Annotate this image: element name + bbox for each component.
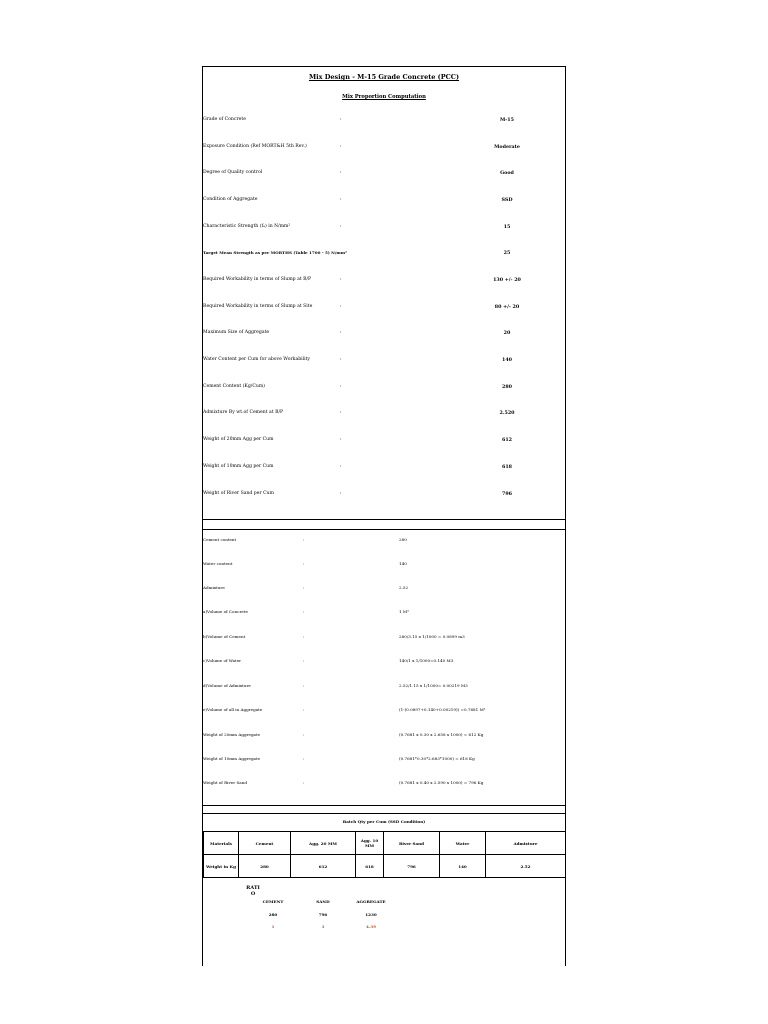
batch-title: Batch Qty per Cum (SSD Condition): [342, 819, 426, 824]
param-label: Weight of 20mm Agg per Cum: [203, 437, 274, 442]
param-label: Degree of Quality control: [203, 170, 263, 175]
param-row: [203, 197, 565, 207]
param-colon: :: [340, 224, 342, 229]
param-colon: :: [340, 170, 342, 175]
param-label: Grade of Concrete: [203, 117, 246, 122]
calc-value: 140: [399, 561, 407, 566]
calc-label: e)Volume of all in Aggregate: [203, 707, 263, 712]
param-colon: :: [340, 491, 342, 496]
param-row: [203, 304, 565, 314]
calc-value: (0.7681 x 0.30 x 2.658 x 1000) = 612 Kg: [399, 732, 484, 737]
calc-value: 280/3.15 x 1/1000 = 0.0899 m3: [399, 634, 465, 639]
calc-value: (1-(0.0897+0.140+0.00219)) =0.7681 M³: [399, 707, 486, 712]
header-cell: Cement: [239, 832, 291, 855]
ratio-heading: [243, 885, 263, 897]
param-row: [203, 117, 565, 127]
param-value: 15: [503, 224, 511, 230]
param-value: M-15: [500, 117, 514, 123]
param-label: Weight of 10mm Agg per Cum: [203, 464, 274, 469]
ratio-value-row: [203, 912, 565, 920]
param-row: [203, 144, 565, 154]
calc-colon: :: [303, 634, 305, 639]
param-value: Moderate: [494, 144, 520, 150]
param-label: Maximum Size of Aggregate: [203, 330, 270, 335]
calc-colon: :: [303, 732, 305, 737]
value-cell: Weight in Kg: [204, 855, 239, 878]
param-row: [203, 491, 565, 501]
calc-label: Weight of 10mm Aggregate: [203, 756, 261, 761]
ratio-value: 280: [268, 912, 278, 917]
param-row: [203, 330, 565, 340]
param-colon: :: [340, 304, 342, 309]
calc-value: 280: [399, 537, 407, 542]
param-colon: :: [340, 357, 342, 362]
ratio-result: 4.39: [366, 924, 376, 929]
calc-value: (0.7681*0.30*2.683*1000) = 618 Kg: [399, 756, 475, 761]
calc-value: 2.52/1.15 x 1/1000= 0.00219 M3: [399, 683, 468, 688]
calc-row: [203, 585, 565, 595]
calc-label: c)Volume of Water: [203, 658, 242, 663]
ratio-header-row: [203, 899, 565, 907]
calc-label: Weight of River Sand: [203, 780, 247, 785]
ratio-heading-line: RATI: [246, 885, 260, 891]
header-cell: Agg. 20 MM: [291, 832, 356, 855]
param-colon: :: [340, 277, 342, 282]
calc-label: Weight of 20mm Aggregate: [203, 732, 261, 737]
calc-label: Admixture: [203, 585, 225, 590]
calc-label: Water content: [203, 561, 233, 566]
ratio-result: 1: [271, 924, 275, 929]
calc-value: 1 M³: [399, 609, 409, 614]
value-cell: 140: [440, 855, 486, 878]
calc-row: [203, 634, 565, 644]
value-cell: 280: [239, 855, 291, 878]
param-row: [203, 410, 565, 420]
header-cell: River Sand: [384, 832, 440, 855]
param-colon: :: [340, 330, 342, 335]
header-cell: Water: [440, 832, 486, 855]
calc-colon: :: [303, 609, 305, 614]
param-colon: :: [340, 197, 342, 202]
param-value: 618: [501, 464, 512, 470]
param-colon: :: [340, 117, 342, 122]
calc-colon: :: [303, 780, 305, 785]
param-value: 80 +/- 20: [494, 304, 520, 310]
calc-label: a)Volume of Concrete: [203, 609, 248, 614]
param-value: 130 +/- 20: [493, 277, 521, 283]
section-subtitle: Mix Proportion Computation: [342, 94, 426, 100]
param-label: Required Workability in terms of Slump at B/P: [203, 277, 312, 282]
calc-row: [203, 707, 565, 717]
param-colon: :: [340, 144, 342, 149]
param-row: [203, 277, 565, 287]
divider: [203, 529, 565, 530]
calc-colon: :: [303, 561, 305, 566]
calc-row: [203, 756, 565, 766]
param-colon: :: [340, 464, 342, 469]
param-colon: :: [340, 384, 342, 389]
divider: [203, 519, 565, 520]
calc-colon: :: [303, 537, 305, 542]
divider: [203, 805, 565, 806]
param-label: Admixture By wt.of Cement at B/P: [203, 410, 284, 415]
param-value: 25: [503, 250, 511, 256]
param-label: Water Content per Cum for above Workability: [203, 357, 310, 362]
calc-row: [203, 609, 565, 619]
param-row: [203, 384, 565, 394]
ratio-result: 3: [321, 924, 325, 929]
param-value: 280: [501, 384, 512, 390]
param-value: 612: [501, 437, 512, 443]
param-value: 140: [501, 357, 512, 363]
header-cell: Materials: [204, 832, 239, 855]
ratio-header: CEMENT: [262, 899, 284, 904]
param-label: Condition of Aggregate: [203, 197, 258, 202]
calc-value: 2.52: [399, 585, 409, 590]
param-value: 796: [501, 491, 512, 497]
calc-colon: :: [303, 658, 305, 663]
param-row: [203, 250, 565, 260]
param-label: Characteristic Strength (fₐ) in N/mm²: [203, 224, 291, 229]
ratio-result-row: [203, 924, 565, 932]
value-cell: 796: [384, 855, 440, 878]
batch-value-row: [204, 855, 566, 878]
param-colon: :: [340, 437, 342, 442]
param-row: [203, 437, 565, 447]
param-value: 2.520: [499, 410, 515, 416]
page-title: Mix Design - M-15 Grade Concrete (PCC): [308, 73, 460, 81]
calc-label: b)Volume of Cement: [203, 634, 246, 639]
mix-design-sheet: [202, 66, 566, 966]
ratio-value: 796: [318, 912, 328, 917]
param-label: Exposure Condition (Ref MORT&H 5th Rev.): [203, 144, 307, 149]
value-cell: 612: [291, 855, 356, 878]
header-cell: Admixture: [486, 832, 566, 855]
ratio-header: SAND: [316, 899, 330, 904]
param-colon: :: [340, 410, 342, 415]
ratio-value: 1230: [365, 912, 377, 917]
calc-value: (0.7681 x 0.40 x 2.590 x 1000) = 796 Kg: [399, 780, 484, 785]
param-label: Cement Content (Kg/Cum): [203, 384, 265, 389]
divider: [203, 813, 565, 814]
batch-table: [203, 831, 566, 878]
value-cell: 2.52: [486, 855, 566, 878]
value-cell: 618: [356, 855, 384, 878]
calc-row: [203, 658, 565, 668]
calc-row: [203, 732, 565, 742]
param-label: Required Workability in terms of Slump at Site: [203, 304, 313, 309]
calc-row: [203, 780, 565, 790]
param-value: Good: [500, 170, 514, 176]
calc-colon: :: [303, 707, 305, 712]
calc-label: d)Volume of Admixture: [203, 683, 251, 688]
param-label: Weight of River Sand per Cum: [203, 491, 274, 496]
ratio-header: AGGREGATE: [356, 899, 386, 904]
calc-row: [203, 683, 565, 693]
ratio-heading-line: O: [250, 891, 256, 897]
param-row: [203, 170, 565, 180]
calc-colon: :: [303, 756, 305, 761]
header-cell: Agg. 10 MM: [356, 832, 384, 855]
calc-row: [203, 561, 565, 571]
calc-colon: :: [303, 683, 305, 688]
calc-row: [203, 537, 565, 547]
calc-value: 140/1 x 1/1000=0.140 M3: [399, 658, 454, 663]
param-row: [203, 357, 565, 367]
batch-header-row: [204, 832, 566, 855]
calc-label: Cement content: [203, 537, 237, 542]
calc-colon: :: [303, 585, 305, 590]
param-value: SSD: [501, 197, 513, 203]
param-row: [203, 224, 565, 234]
param-value: 20: [503, 330, 511, 336]
param-row: [203, 464, 565, 474]
param-label: Target Mean Strength as per MORTHS (Table 1700 - 5) N/mm²: [203, 250, 347, 255]
